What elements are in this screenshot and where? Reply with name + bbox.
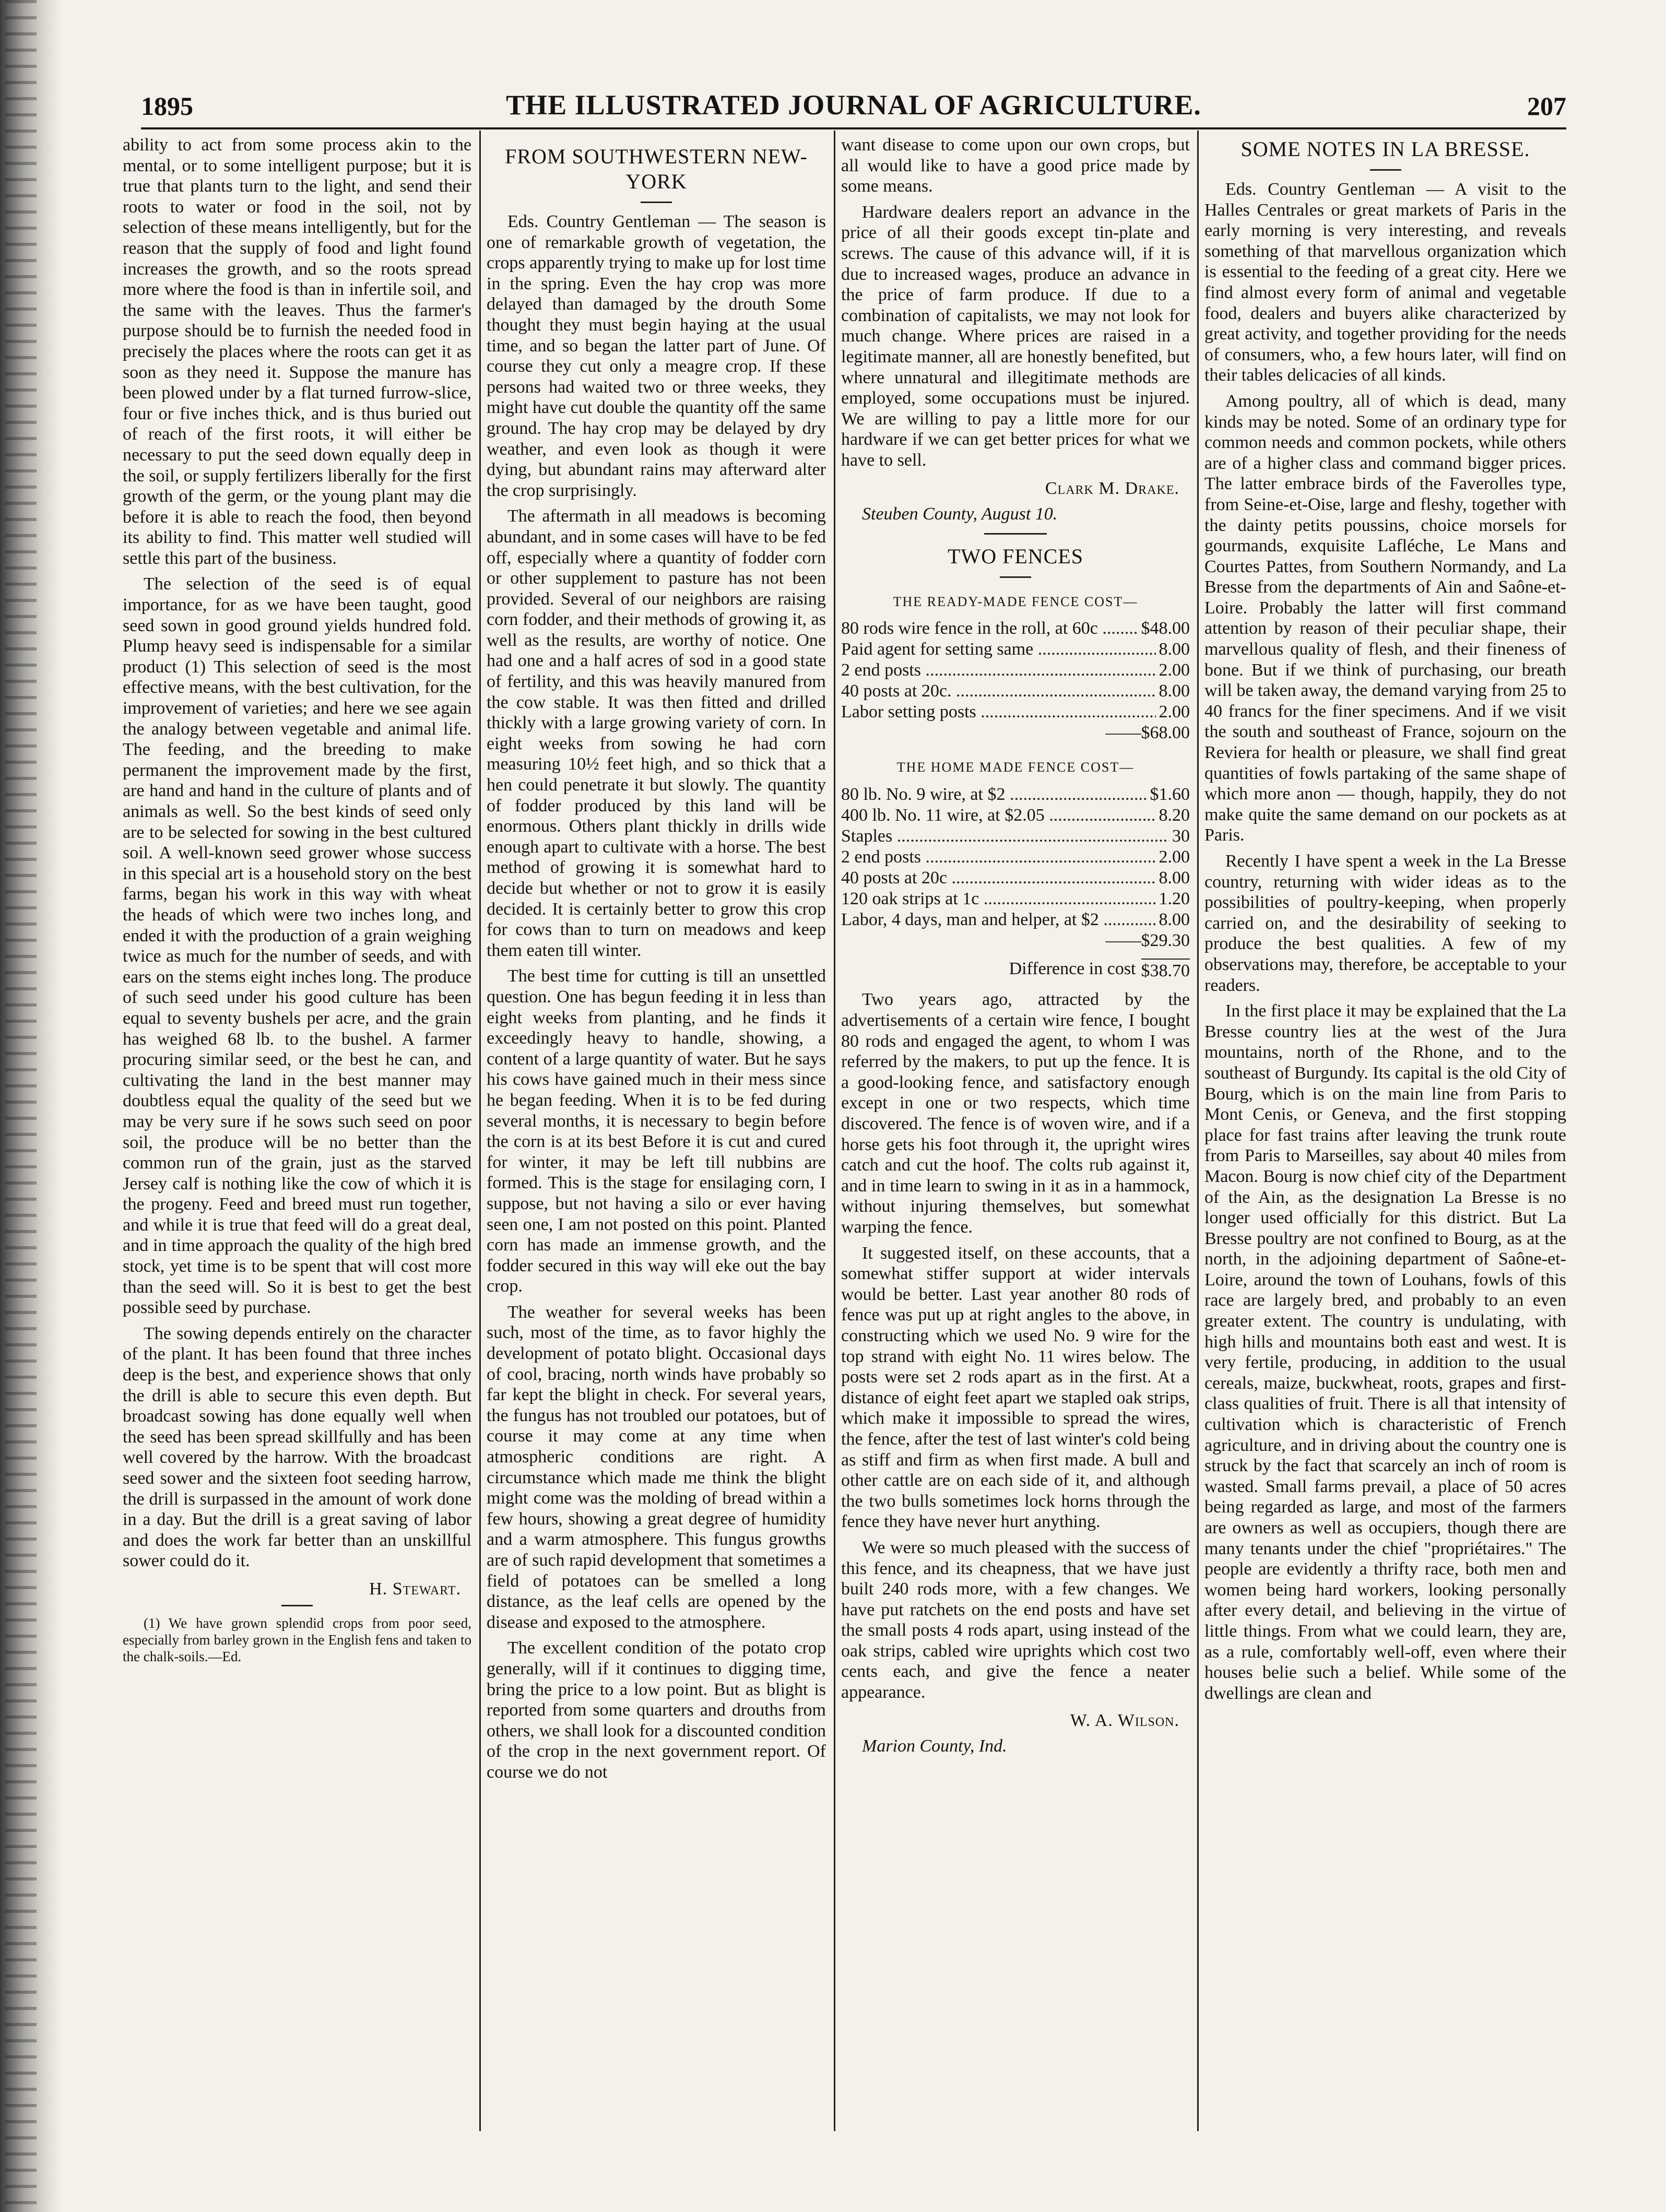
divider: [1000, 576, 1031, 578]
cost-row: 40 posts at 20c ..... 8.00: [841, 868, 1190, 889]
divider: [641, 202, 672, 203]
article-headline: FROM SOUTHWESTERN NEW-YORK: [505, 145, 808, 193]
article-paragraph: Recently I have spent a week in the La Bresse country, returning with wider ideas as to the possibilities of poultry-keeping, when properly carried on, and the desirability of seeking to produce the best qualities. A few of my observations may, therefore, be acceptable to your readers.: [1204, 851, 1566, 995]
author-signature: W. A. Wilson.: [1070, 1710, 1179, 1730]
article-paragraph: The selection of the seed is of equal importance, for as we have been taught, good seed sown in good ground yields hundred fold. Plump heavy seed is indispensable for a similar product (1) This selection of seed is the most effective means, with the best cultivation, for the improvement of varieties; and here we see again the analogy between vegetable and animal life. The feeding, and the breeding to make permanent the improvement made by the first, are hand and hand in the culture of plants and of animals as well. So the best kinds of seed only are to be selected for sowing in the best cultured soil. A well-known seed grower whose success in this special art is a household story on the best farms, began his work in this way with wheat the heads of which were two inches long, and ended it with the production of a grain weighing twice as much for the number of seeds, and with ears on the stems eight inches long. The produce of such seed under his good culture has been equal to seventy bushels per acre, and the grain has weighed 68 lb. to the bushel. A farmer procuring similar seed, or the best he can, and cultivating the land in the best manner may doubtless equal the quality of the seed but we may be very sure if he sows such seed on poor soil, the produce will be no better than the common run of the grain, just as the starved Jersey calf is nothing like the cow of which it is the progeny. Feed and breed must run together, and while it is true that feed will do a great deal, and in time approach the quality of the high bred stock, yet time is to be spent that will cost more than the seed will. So it is best to get the best possible seed by purchase.: [123, 574, 471, 1318]
cost-row: 80 rods wire fence in the roll, at 60c ..... $48.00: [841, 618, 1190, 639]
article-paragraph: ability to act from some process akin to the mental, or to some intelligent purpose; but it is true that plants turn to the light, and send their roots to water or food in the soil, not by selection of these means intelligently, but for the reason that the supply of food and light found increases the growth, and so the roots spread more where the food is than in infertile soil, and the same with the leaves. Thus the farmer's purpose should be to furnish the needed food in precisely the places where the roots can get it as soon as they need it. Suppose the manure has been plowed under by a flat turned furrow-slice, four or five inches thick, and is thus buried out of reach of the first roots, it will either be necessary to put the seed down equally deep in the soil, or supply fertilizers liberally for the first growth of the germ, or the young plant may die before it is able to reach the food, then beyond its ability to find. This matter well studied will settle this part of the business.: [123, 135, 471, 568]
article-paragraph: The aftermath in all meadows is becoming abundant, and in some cases will have to be fed off, especially where a quantity of fodder corn or other supplement to pasture has not been provided. Several of our neighbors are raising corn fodder, and their methods of growing it, as well as the results, are worthy of notice. One had one and a half acres of sod in a good state of fertility, and this was heavily manured from the cow stable. It was then fitted and drilled thickly with a large growing variety of corn. In eight weeks from sowing he had corn measuring 10½ feet high, and so thick that a hen could penetrate it but slowly. The quantity of fodder produced by this land will be enormous. Others plant thickly in drills wide enough apart to cultivate with a horse. The best method of growing it is somewhat hard to decide but whether or not to grow it is easily decided. It is certainly better to grow this crop for cows than to turn on meadows and keep them eaten till winter.: [487, 506, 826, 960]
cost-total: ——$68.00: [1105, 723, 1190, 743]
article-headline: SOME NOTES IN LA BRESSE.: [1240, 137, 1530, 161]
article-paragraph: In the first place it may be explained that the La Bresse country lies at the west of the Jura mountains, north of the Rhone, and to the southeast of Burgundy. Its capital is the old City of Bourg, which is on the main line from Paris to Mont Cenis, or Geneva, and the first stopping place for fast trains after leaving the trunk route from Paris to Marseilles, say about 40 miles from Macon. Bourg is now chief city of the Department of the Ain, as the designation La Bresse is no longer used officially for this district. But La Bresse poultry are not confined to Bourg, as at the north, in the adjoining department of Saône-et-Loire, around the town of Louhans, fowls of this race are largely bred, and probably to an even greater extent. The country is undulating, with high hills and mountains both east and west. It is very fertile, producing, in addition to the usual cereals, maize, buckwheat, roots, grapes and first-class qualities of fruit. There is all that intensity of cultivation which is characteristic of French agriculture, and in driving about the country one is struck by the fact that scarcely an inch of room is wasted. Small farms prevail, a place of 50 acres being regarded as large, and most of the farmers are owners as well as occupiers, though there are many tenants under the chief "propriétaires." The people are evidently a thrifty race, both men and women being hard workers, looking personally after every detail, and believing in the virtue of little things. From what we could learn, they are, as a rule, comfortably well-off, even where their houses belie such a belief. While some of the dwellings are clean and: [1204, 1001, 1566, 1703]
column-3: [841, 135, 1190, 2129]
article-paragraph: The best time for cutting is till an unsettled question. One has begun feeding it in less than eight weeks from planting, and he finds it exceedingly heavy to handle, showing, a content of a large quantity of water. But he says his cows have gained much in their mess since he began feeding. When it is to be fed during several months, it is necessary to begin before the corn is at its best Before it is cut and cured for winter, it may be left till nubbins are formed. This is the stage for ensilaging corn, I suppose, but not having a silo or ever having seen one, I am not posted on this point. Planted corn has made an immense growth, and the fodder secured in this way will eke out the bay crop.: [487, 966, 826, 1296]
difference-label: Difference in cost: [1009, 959, 1136, 978]
column-4: [1204, 135, 1566, 2129]
header-rule: [141, 127, 1566, 129]
article-paragraph: It suggested itself, on these accounts, that a somewhat stiffer support at wider intervals would be better. Last year another 80 rods of fence was put up at right angles to the above, in constructing which we used No. 9 wire for the top strand with eight No. 11 wires below. The posts were set 2 rods apart as in the first. At a distance of eight feet apart we stapled oak strips, which make it impossible to spread the wires, the fence, after the test of last winter's cold being as stiff and firm as when first made. A bull and other cattle are on each side of it, and although the two bulls sometimes lock horns through the fence they have never hurt anything.: [841, 1243, 1190, 1532]
article-paragraph: We were so much pleased with the success of this fence, and its cheapness, that we have just built 240 rods more, with a few changes. We have put ratchets on the end posts and have set the small posts 4 rods apart, using instead of the oak strips, cabled wire uprights which cost two cents each, and give the fence a neater appearance.: [841, 1537, 1190, 1702]
page-number: 207: [1527, 91, 1566, 121]
column-rule: [834, 131, 835, 2131]
cost-table-home-made: [841, 784, 1190, 951]
cost-row: 2 end posts ..... 2.00: [841, 660, 1190, 681]
cost-row: 2 end posts ..... 2.00: [841, 847, 1190, 868]
difference-value: $38.70: [1141, 959, 1190, 981]
journal-title: THE ILLUSTRATED JOURNAL OF AGRICULTURE.: [506, 89, 1201, 121]
cost-total: ——$29.30: [1105, 930, 1190, 950]
article-paragraph: The excellent condition of the potato crop generally, will if it continues to digging time, bring the price to a low point. But as blight is reported from some quarters and drouths from others, we shall look for a discounted condition of the crop in the next government report. Of course we do not: [487, 1638, 826, 1782]
column-1: [123, 135, 471, 2129]
cost-row: Labor, 4 days, man and helper, at $2 ..... 8.00: [841, 909, 1190, 930]
divider: [281, 1605, 313, 1606]
cost-row: 400 lb. No. 11 wire, at $2.05 ..... 8.20: [841, 805, 1190, 826]
cost-row: Labor setting posts ..... 2.00: [841, 702, 1190, 723]
divider: [1370, 169, 1401, 171]
article-paragraph: The weather for several weeks has been such, most of the time, as to favor highly the development of potato blight. Occasional days of cool, bracing, north winds have probably so far kept the blight in check. For several years, the fungus has not troubled our potatoes, but of course it may come at any time when atmospheric conditions are right. A circumstance which made me think the blight might come was the molding of bread within a few hours, showing a great degree of humidity and a warm atmosphere. This fungus growths are of such rapid development that sometimes a field of potatoes can be smelled a long distance, as the leaf cells are opened by the disease and exposed to the atmosphere.: [487, 1302, 826, 1632]
dateline: Marion County, Ind.: [862, 1736, 1007, 1756]
cost-row: 40 posts at 20c. ..... 8.00: [841, 681, 1190, 702]
footnote: (1) We have grown splendid crops from poor seed, especially from barley grown in the English fens and taken to the chalk-soils.—Ed.: [123, 1615, 471, 1664]
cost-table-heading: THE HOME MADE FENCE COST—: [896, 760, 1135, 775]
page-header: [141, 73, 1566, 131]
column-rule: [479, 131, 481, 2131]
author-signature: H. Stewart.: [369, 1579, 461, 1599]
author-signature: Clark M. Drake.: [1045, 478, 1179, 498]
page-binding-edge: [0, 0, 62, 2212]
cost-table-ready-made: [841, 618, 1190, 743]
article-paragraph: Eds. Country Gentleman — A visit to the Halles Centrales or great markets of Paris in the early morning is very interesting, and reveals something of that marvellous organization which is essential to the feeding of a great city. Here we find almost every form of animal and vegetable food, dealers and buyers alike characterized by great activity, and together providing for the needs of consumers, who, a few hours later, will find on their tables delicacies of all kinds.: [1204, 180, 1566, 385]
difference-row: [841, 959, 1190, 981]
cost-row: Staples ..... 30: [841, 826, 1190, 847]
article-paragraph: Among poultry, all of which is dead, many kinds may be noted. Some of an ordinary type for common needs and common pockets, while others are of a higher class and command bigger prices. The latter embrace birds of the Faverolles type, from Seine-et-Oise, large and fleshy, together with the dainty petits poussins, choice morsels for gourmands, exquisite Lafléche, Le Mans and Courtes Pattes, from Southern Normandy, and La Bresse from the departments of Ain and Saône-et-Loire. Probably the latter will first command attention by reason of their peculiar shape, their marvellous quality of flesh, and their fineness of bone. But if we think of purchasing, our breath will be taken away, the demand varying from 25 to 40 francs for the finer specimens. And if we visit the south and southeast of France, sojourn on the Reviera for health or pleasure, we shall find great quantities of fowls partaking of the same shape of which more anon — though, happily, they do not make quite the same demand on our pockets as at Paris.: [1204, 391, 1566, 845]
header-year: 1895: [141, 91, 193, 121]
article-paragraph: Eds. Country Gentleman — The season is one of remarkable growth of vegetation, the crops apparently trying to make up for lost time in the spring. Even the hay crop was more delayed than damaged by the drouth Some thought they must begin haying at the usual time, and so began the latter part of June. Of course they cut only a meagre crop. If these persons had waited two or three weeks, they might have cut double the quantity off the same ground. The hay crop may be delayed by dry weather, and even look as though it were dying, but abundant rains may afterward alter the crop surprisingly.: [487, 212, 826, 500]
column-2: [487, 135, 826, 2129]
cost-row: 80 lb. No. 9 wire, at $2 ..... $1.60: [841, 784, 1190, 805]
cost-row: Paid agent for setting same ..... 8.00: [841, 639, 1190, 660]
article-paragraph: want disease to come upon our own crops, but all would like to have a good price made by some means.: [841, 135, 1190, 196]
article-paragraph: The sowing depends entirely on the character of the plant. It has been found that three inches deep is the best, and experience shows that only the drill is able to secure this even depth. But broadcast sowing has done equally well when the seed has been spread skillfully and has been well covered by the harrow. With the broadcast seed sower and the sixteen foot seeding harrow, the drill is surpassed in the amount of work done in a day. But the drill is a great saving of labor and does the work far better than an unskillful sower could do it.: [123, 1323, 471, 1571]
cost-row: 120 oak strips at 1c ..... 1.20: [841, 889, 1190, 909]
dateline: Steuben County, August 10.: [862, 504, 1058, 524]
column-rule: [1197, 131, 1199, 2131]
article-paragraph: Two years ago, attracted by the advertisements of a certain wire fence, I bought 80 rods and engaged the agent, to whom I was referred by the makers, to put up the fence. It is a good-looking fence, and satisfactory enough except in one or two respects, which time discovered. The fence is of woven wire, and if a horse gets his foot through it, the upright wires catch and cut the hoof. The colts rub against it, and in time learn to swing in it as in a hammock, without injuring themselves, but somewhat warping the fence.: [841, 990, 1190, 1237]
article-headline: TWO FENCES: [948, 544, 1083, 568]
divider: [984, 533, 1047, 535]
cost-table-heading: THE READY-MADE FENCE COST—: [893, 594, 1138, 609]
article-paragraph: Hardware dealers report an advance in the price of all their goods except tin-plate and screws. The cause of this advance will, if it is due to increased wages, produce an advance in the price of farm produce. If due to a combination of capitalists, we may not look for much change. Where prices are raised in a legitimate manner, all are honestly benefited, but where unnatural and illegitimate methods are employed, some occupations must be injured. We are willing to pay a little more for our hardware if we can get better prices for what we have to sell.: [841, 202, 1190, 470]
